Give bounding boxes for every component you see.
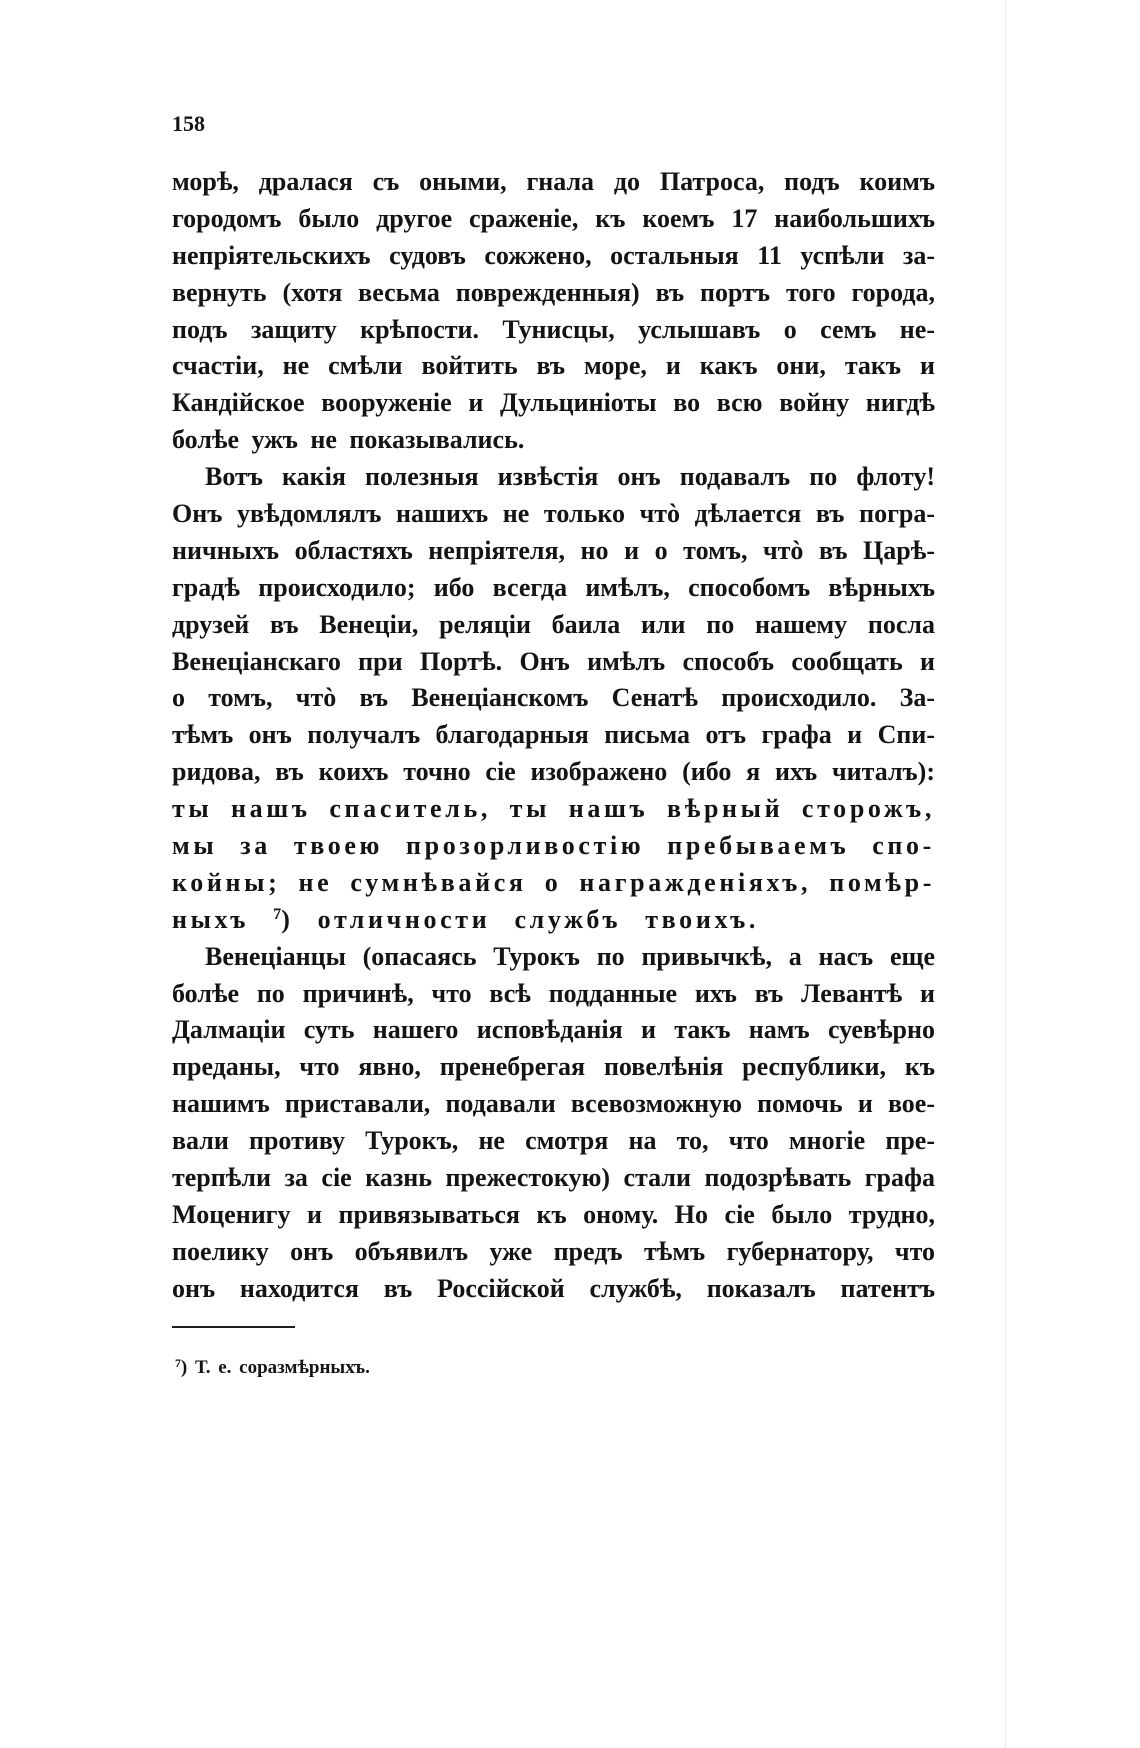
line-text: ) отличности службъ твоихъ. [281, 904, 760, 934]
text-line: городомъ было другое сраженіе, къ коемъ 17 наибольшихъ [172, 203, 935, 233]
text-line: поелику онъ объявилъ уже предъ тѣмъ губернатору, что [172, 1236, 935, 1266]
text-line: о томъ, чтò въ Венеціанскомъ Сенатѣ происходило. За- [172, 683, 935, 713]
footnote [175, 1353, 370, 1385]
text-line: Далмаціи суть нашего исповѣданія и такъ намъ суевѣрно [172, 1015, 935, 1045]
text-line: вали противу Турокъ, не смотря на то, что многіе пре- [172, 1126, 935, 1156]
scan-edge-line [1005, 0, 1006, 1748]
text-line: нашимъ приставали, подавали всевозможную помочь и вое- [172, 1089, 935, 1119]
text-line: болѣе ужъ не показывались. [172, 425, 525, 455]
text-line: Онъ увѣдомлялъ нашихъ не только чтò дѣлается въ погра- [172, 499, 935, 529]
footnote-reference: 7 [273, 905, 282, 923]
paragraph-2 [172, 459, 935, 939]
text-line: подъ защиту крѣпости. Тунисцы, услышавъ о семъ не- [172, 314, 935, 344]
text-line: градѣ происходило; ибо всегда имѣлъ, способомъ вѣрныхъ [172, 572, 935, 602]
text-line: тѣмъ онъ получалъ благодарныя письма отъ графа и Спи- [172, 720, 935, 750]
paragraph-3 [172, 939, 935, 1308]
text-line: счастіи, не смѣли войтить въ море, и какъ они, такъ и [172, 351, 935, 381]
text-line: вернуть (хотя весьма поврежденныя) въ портъ того города, [172, 277, 935, 307]
text-line: друзей въ Венеціи, реляціи баила или по нашему посла [172, 609, 935, 639]
text-line: преданы, что явно, пренебрегая повелѣнія республики, къ [172, 1052, 935, 1082]
text-line: Моценигу и привязываться къ оному. Но сіе было трудно, [172, 1199, 935, 1229]
paragraph-1 [172, 164, 935, 459]
line-text: ныхъ [172, 904, 274, 934]
page-number: 158 [172, 111, 205, 136]
text-line: болѣе по причинѣ, что всѣ подданные ихъ въ Левантѣ и [172, 978, 935, 1008]
text-line: Кандійское вооруженіе и Дульциніоты во всю войну нигдѣ [172, 388, 935, 418]
text-line: морѣ, дралася съ оными, гнала до Патроса, подъ коимъ [172, 167, 935, 196]
text-line: онъ находится въ Россійской службѣ, показалъ патентъ [172, 1273, 935, 1303]
footnote-text: ) Т. е. соразмѣрныхъ. [180, 1357, 370, 1378]
footnote-separator [172, 1326, 295, 1328]
text-line: Венеціанскаго при Портѣ. Онъ имѣлъ способъ сообщать и [172, 646, 935, 676]
spaced-quote-line: койны; не сумнѣвайся о награжденіяхъ, помѣр- [172, 867, 935, 897]
footnote-marker: 7 [175, 1356, 181, 1370]
text-line: Венеціанцы (опасаясь Турокъ по привычкѣ, а насъ еще [205, 941, 935, 971]
spaced-quote-line: ты нашъ спаситель, ты нашъ вѣрный сторожъ, [172, 794, 935, 824]
text-line: терпѣли за сіе казнь прежестокую) стали подозрѣвать графа [172, 1163, 935, 1193]
spaced-quote-line [172, 902, 935, 939]
body-text [172, 164, 935, 1308]
text-line: Вотъ какія полезныя извѣстія онъ подавалъ по флоту! [205, 462, 935, 492]
text-line: ничныхъ областяхъ непріятеля, но и о томъ, чтò въ Царѣ- [172, 535, 935, 565]
spaced-quote-line: мы за твоею прозорливостію пребываемъ спо- [172, 831, 935, 861]
text-line: ридова, въ коихъ точно сіе изображено (ибо я ихъ читалъ): [172, 757, 935, 787]
text-line: непріятельскихъ судовъ сожжено, остальныя 11 успѣли за- [172, 240, 935, 270]
